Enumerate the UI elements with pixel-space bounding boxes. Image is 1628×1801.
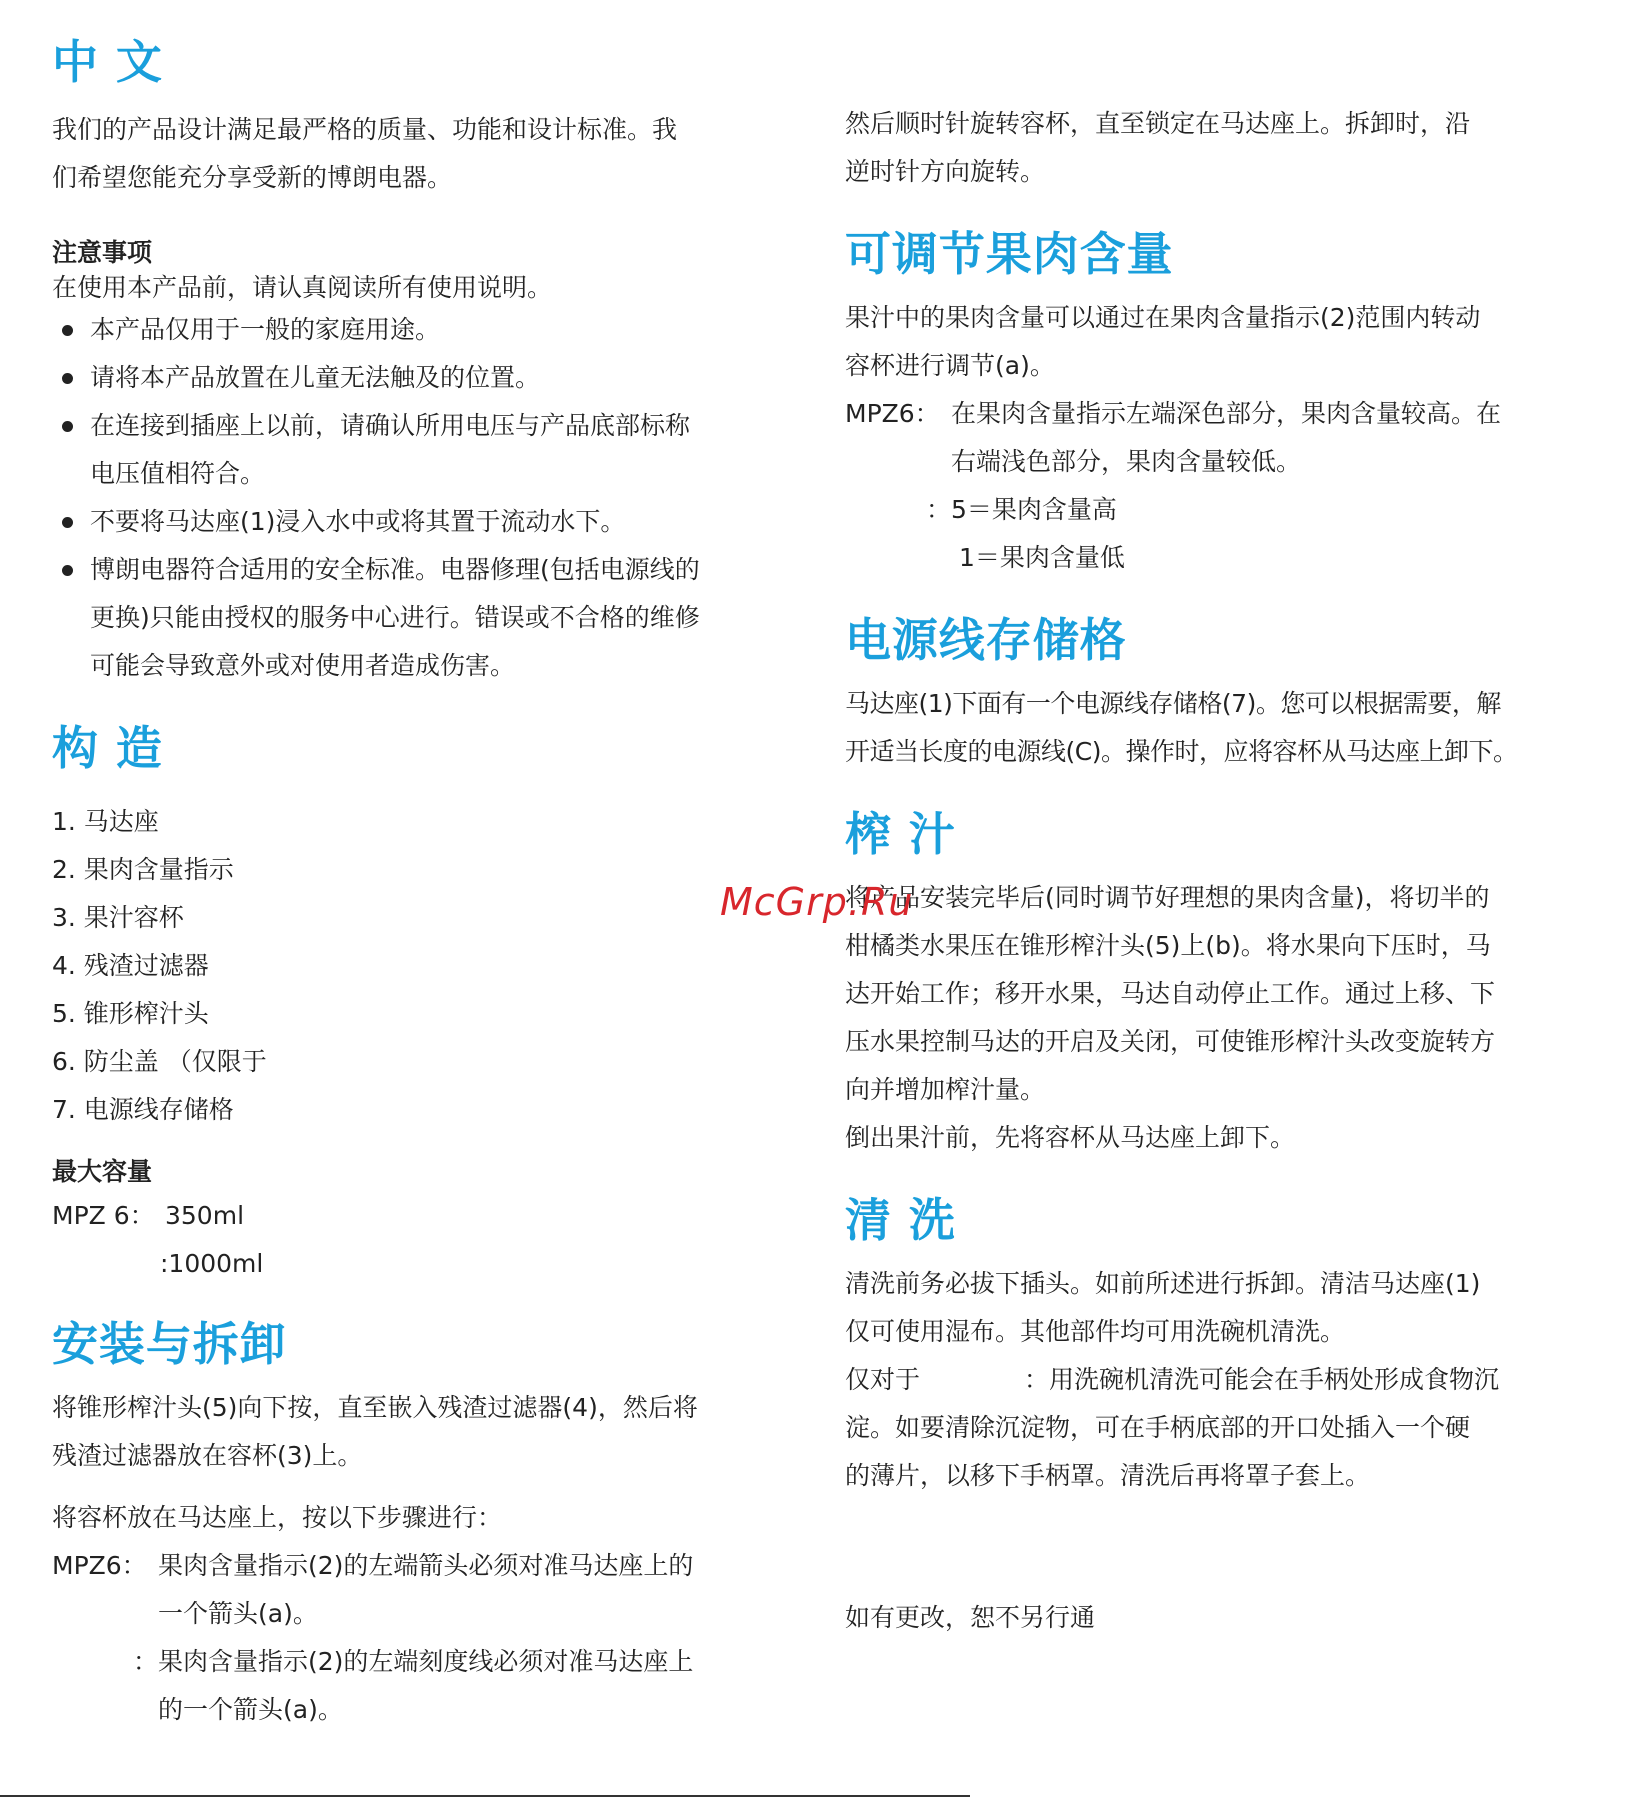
list-item: 7. 电源线存储格 [52, 1095, 234, 1124]
section-title-install: 安装与拆卸 [52, 1317, 287, 1371]
pulp-mpz6: MPZ6： 在果肉含量指示左端深色部分，果肉含量较高。在 右端浅色部分，果肉含量较低。 [845, 390, 1585, 486]
list-item: 博朗电器符合适用的安全标准。电器修理(包括电源线的 更换)只能由授权的服务中心进行。错误或不合格的维修 可能会导致意外或对使用者造成伤害。 [52, 546, 812, 690]
install-paragraph: 将锥形榨汁头(5)向下按，直至嵌入残渣过滤器(4)，然后将 残渣过滤器放在容杯(3)上。 [52, 1393, 698, 1470]
parts-list [52, 798, 812, 1134]
pulp-level-high: 5＝果肉含量高 [951, 495, 1117, 524]
list-item: 3. 果汁容杯 [52, 903, 184, 932]
install-alt: ： 果肉含量指示(2)的左端刻度线必须对准马达座上 的一个箭头(a)。 [52, 1638, 812, 1734]
intro-paragraph [52, 106, 812, 202]
list-item: 4. 残渣过滤器 [52, 951, 209, 980]
cord-paragraph: 马达座(1)下面有一个电源线存储格(7)。您可以根据需要，解 开适当长度的电源线(C)。操作时，应将容杯从马达座上卸下。 [845, 689, 1518, 766]
section-title-chinese: 中 文 [52, 35, 163, 89]
change-notice: 如有更改，恕不另行通 [845, 1603, 1096, 1632]
capacity-heading: 最大容量 [52, 1157, 153, 1186]
capacity-value: 350ml [165, 1201, 245, 1230]
list-item: 2. 果肉含量指示 [52, 855, 234, 884]
list-item: 5. 锥形榨汁头 [52, 999, 209, 1028]
juicing-paragraph: 将产品安装完毕后(同时调节好理想的果肉含量)，将切半的 柑橘类水果压在锥形榨汁头(5)上(b)。将水果向下压时，马 达开始工作；移开水果，马达自动停止工作。通过上移、下 压水果控制马达的开启及关闭，可使锥形榨汁头改变旋转方 向并增加榨汁量。 倒出果汁前，先将容杯从马达座上卸下。 [845, 883, 1496, 1152]
right-column [845, 0, 1585, 1642]
model-label: ： [132, 1647, 158, 1676]
cleaning-paragraph: 清洗前务必拔下插头。如前所述进行拆卸。清洁马达座(1) 仅可使用湿布。其他部件均可用洗碗机清洗。 仅对于 ：用洗碗机清洗可能会在手柄处形成食物沉 淀。如要清除沉淀物，可在手柄底部的开口处插入一个硬 的薄片，以移下手柄罩。清洗后再将罩子套上。 [845, 1269, 1500, 1490]
list-item: 在连接到插座上以前，请确认所用电压与产品底部标称 电压值相符合。 [52, 402, 812, 498]
section-title-cleaning: 清 洗 [845, 1193, 956, 1247]
section-title-structure: 构 造 [52, 721, 163, 775]
left-column [52, 0, 812, 1734]
watermark-text: McGrp.Ru [720, 880, 914, 924]
intro-line: 我们的产品设计满足最严格的质量、功能和设计标准。我 [52, 115, 678, 144]
notes-lead: 在使用本产品前，请认真阅读所有使用说明。 [52, 273, 553, 302]
intro-line: 们希望您能充分享受新的博朗电器。 [52, 163, 453, 192]
list-item: 本产品仅用于一般的家庭用途。 [52, 306, 812, 354]
capacity-section [52, 1152, 812, 1288]
notes-heading: 注意事项 [52, 238, 153, 267]
list-item: 1. 马达座 [52, 807, 159, 836]
capacity-row [52, 1240, 812, 1288]
model-label: MPZ6： [52, 1551, 147, 1580]
section-title-juicing: 榨 汁 [845, 807, 956, 861]
install-continued: 然后顺时针旋转容杯，直至锁定在马达座上。拆卸时，沿 逆时针方向旋转。 [845, 109, 1471, 186]
list-item: 6. 防尘盖 （仅限于 [52, 1047, 267, 1076]
pulp-paragraph: 果汁中的果肉含量可以通过在果肉含量指示(2)范围内转动 容杯进行调节(a)。 [845, 303, 1481, 380]
notes-section [52, 236, 812, 690]
model-label: MPZ6： [845, 399, 940, 428]
capacity-row [52, 1192, 812, 1240]
capacity-model: MPZ 6： [52, 1201, 155, 1230]
list-item: 请将本产品放置在儿童无法触及的位置。 [52, 354, 812, 402]
notes-list [52, 306, 812, 690]
pulp-levels [845, 486, 1585, 582]
footer-divider [0, 1795, 970, 1797]
capacity-value: :1000ml [160, 1249, 264, 1278]
model-label: ： [925, 495, 951, 524]
install-steps-lead: 将容杯放在马达座上，按以下步骤进行： [52, 1503, 503, 1532]
list-item: 不要将马达座(1)浸入水中或将其置于流动水下。 [52, 498, 812, 546]
section-title-cord: 电源线存储格 [845, 613, 1127, 667]
install-mpz6: MPZ6： 果肉含量指示(2)的左端箭头必须对准马达座上的 一个箭头(a)。 [52, 1542, 812, 1638]
section-title-pulp: 可调节果肉含量 [845, 227, 1174, 281]
pulp-level-low: 1＝果肉含量低 [958, 543, 1125, 572]
